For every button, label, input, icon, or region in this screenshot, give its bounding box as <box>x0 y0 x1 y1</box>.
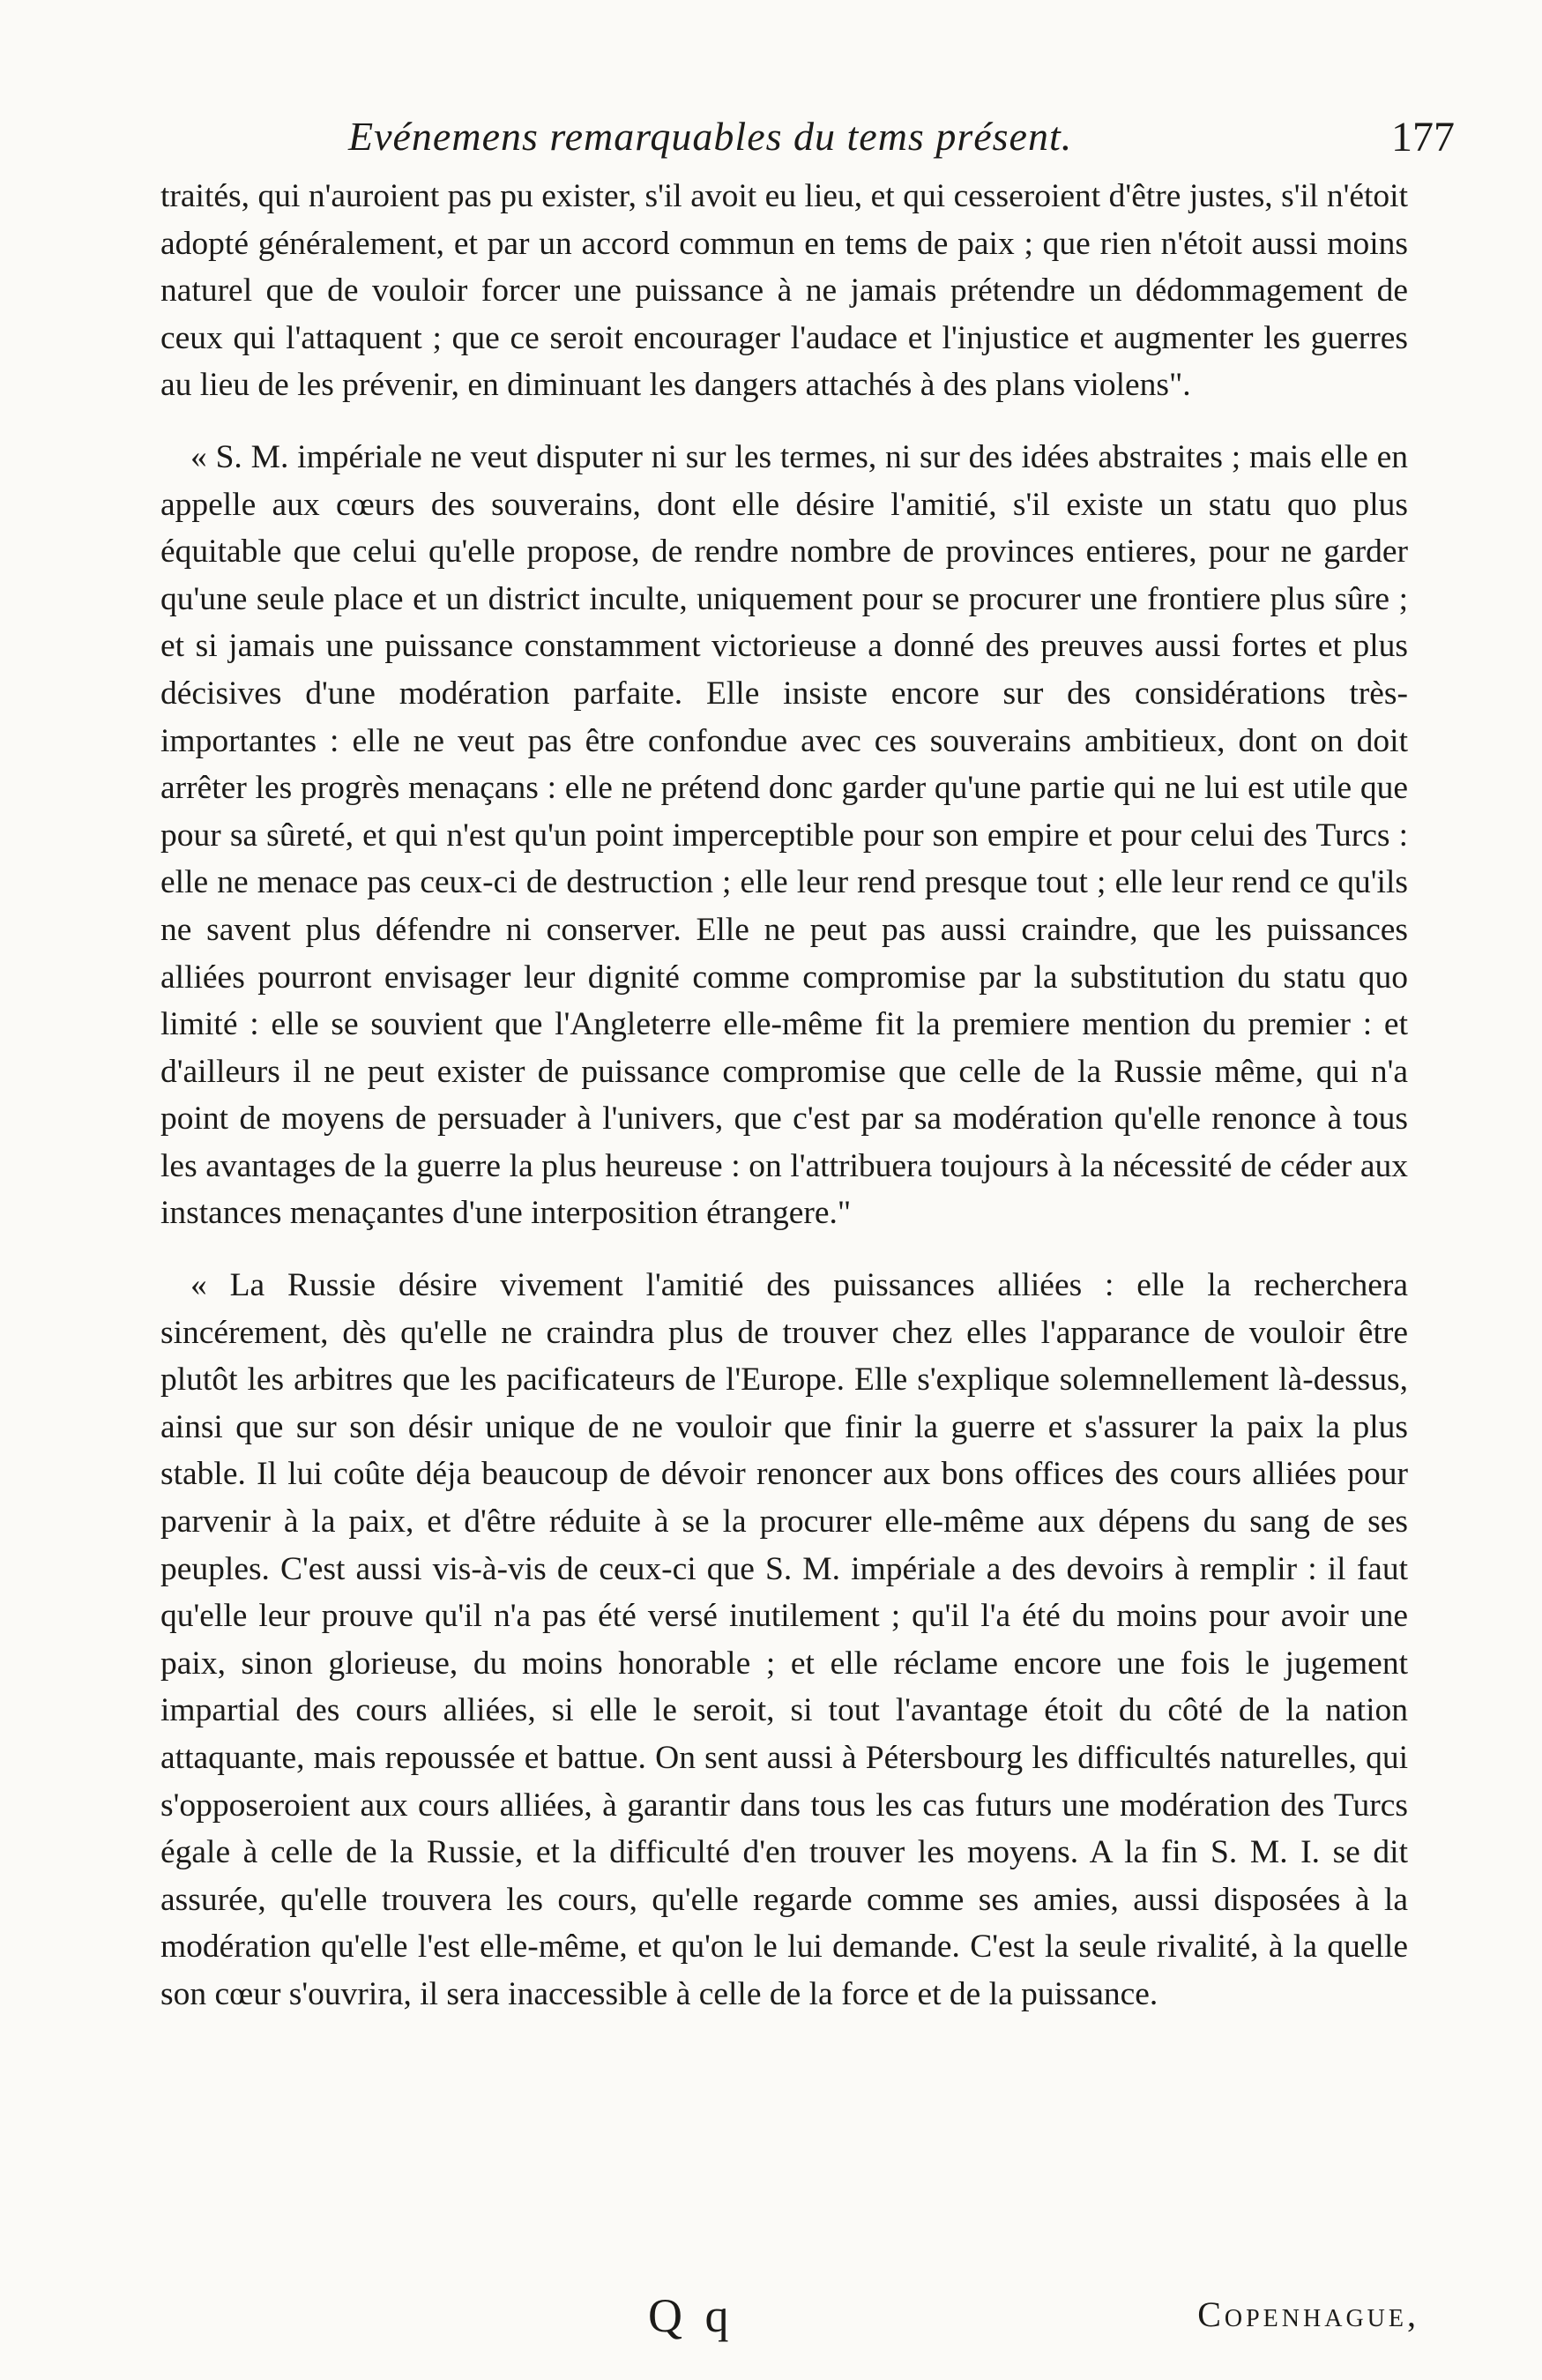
catchword: Copenhague, <box>1197 2294 1419 2334</box>
body-text <box>160 173 1408 2018</box>
signature-mark: Q q <box>648 2289 734 2342</box>
running-title: Evénemens remarquables du tems présent. <box>348 114 1073 159</box>
paragraph: « S. M. impériale ne veut disputer ni sur les termes, ni sur des idées abstraites ; mais elle en appelle aux cœurs des souverains, dont elle désire l'amitié, s'il existe un statu quo plus équitable que celui qu'elle propose, de rendre nombre de provinces entieres, pour ne garder qu'une seule place et un district inculte, uniquement pour se procurer une frontiere plus sûre ; et si jamais une puissance constamment victorieuse a donné des preuves aussi fortes et plus décisives d'une modération parfaite. Elle insiste encore sur des considérations très-importantes : elle ne veut pas être confondue avec ces souverains ambitieux, dont on doit arrêter les progrès menaçans : elle ne prétend donc garder qu'une partie qui ne lui est utile que pour sa sûreté, et qui n'est qu'un point imperceptible pour son empire et pour celui des Turcs : elle ne menace pas ceux-ci de destruction ; elle leur rend presque tout ; elle leur rend ce qu'ils ne savent plus défendre ni conserver. Elle ne peut pas aussi craindre, que les puissances alliées pourront envisager leur dignité comme compromise par la substitution du statu quo limité : elle se souvient que l'Angleterre elle-même fit la premiere mention du premier : et d'ailleurs il ne peut exister de puissance compromise que celle de la Russie même, qui n'a point de moyens de persuader à l'univers, que c'est par sa modération qu'elle renonce à tous les avantages de la guerre la plus heureuse : on l'attribuera toujours à la nécessité de céder aux instances menaçantes d'une interposition étrangere." <box>160 438 1408 1232</box>
page-footer <box>168 2288 1419 2350</box>
paragraph: traités, qui n'auroient pas pu exister, s'il avoit eu lieu, et qui cesseroient d'être justes, s'il n'étoit adopté généralement, et par un accord commun en tems de paix ; que rien n'étoit aussi moins naturel que de vouloir forcer une puissance à ne jamais prétendre un dédommagement de ceux qui l'attaquent ; que ce seroit encourager l'audace et l'injustice et augmenter les guerres au lieu de les prévenir, en diminuant les dangers attachés à des plans violens". <box>160 178 1408 404</box>
paragraph: « La Russie désire vivement l'amitié des puissances alliées : elle la recherchera sincérement, dès qu'elle ne craindra plus de trouver chez elles l'apparance de vouloir être plutôt les arbitres que les pacificateurs de l'Europe. Elle s'explique solemnellement là-dessus, ainsi que sur son désir unique de ne vouloir que finir la guerre et s'assurer la paix la plus stable. Il lui coûte déja beaucoup de dévoir renoncer aux bons offices des cours alliées pour parvenir à la paix, et d'être réduite à se la procurer elle-même aux dépens du sang de ses peuples. C'est aussi vis-à-vis de ceux-ci que S. M. impériale a des devoirs à remplir : il faut qu'elle leur prouve qu'il n'a pas été versé inutilement ; qu'il l'a été du moins pour avoir une paix, sinon glorieuse, du moins honorable ; et elle réclame encore une fois le jugement impartial des cours alliées, si elle le seroit, si tout l'avantage étoit du côté de la nation attaquante, mais repoussée et battue. On sent aussi à Pétersbourg les difficultés naturelles, qui s'opposeroient aux cours alliées, à garantir dans tous les cas futurs une modération des Turcs égale à celle de la Russie, et la difficulté d'en trouver les moyens. A la fin S. M. I. se dit assurée, qu'elle trouvera les cours, qu'elle regarde comme ses amies, aussi disposées à la modération qu'elle l'est elle-même, et qu'on le lui demande. C'est la seule rivalité, à la quelle son cœur s'ouvrira, il sera inaccessible à celle de la force et de la puissance. <box>160 1267 1408 2012</box>
page-number: 177 <box>1391 114 1455 160</box>
